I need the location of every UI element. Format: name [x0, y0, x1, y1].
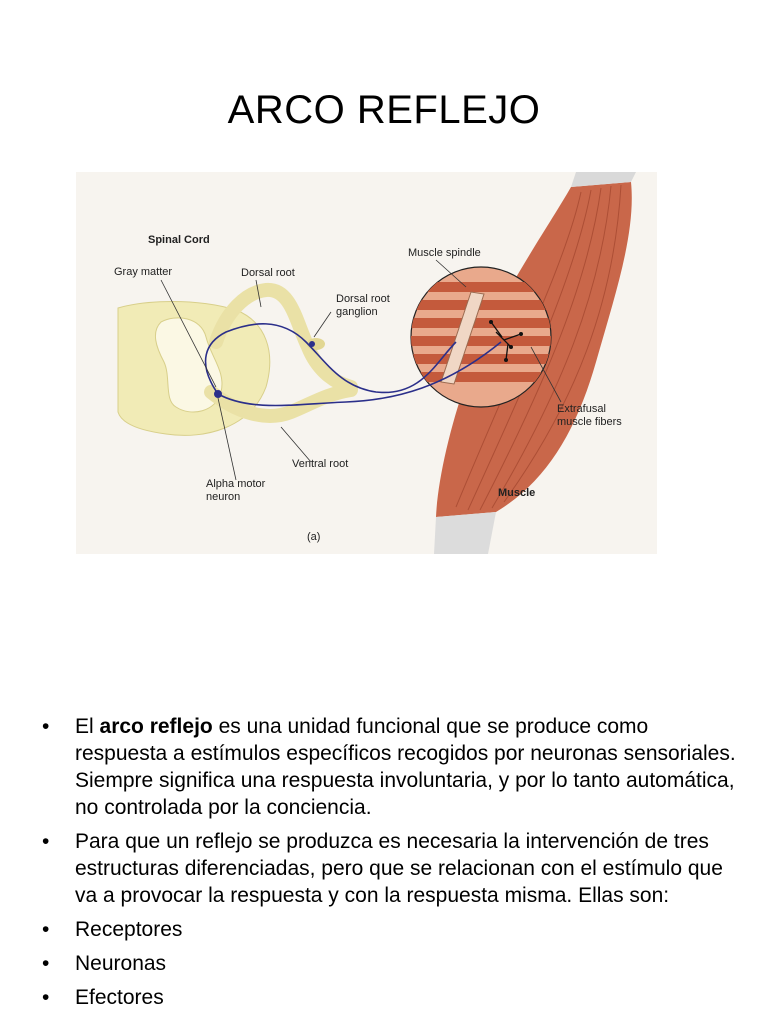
label-alpha-motor-line2: neuron [206, 491, 241, 503]
bullet-text-prefix: El [75, 715, 100, 738]
bullet-dot: • [42, 986, 50, 1009]
label-alpha-motor-line1: Alpha motor [206, 478, 266, 490]
bullet-text: Para que un reflejo se produzca es necesaria la intervención de tres estructuras diferenciadas, pero que se relacionan con el estímulo que va a provocar la respuesta y con la respuesta misma. Ellas son: [75, 830, 723, 907]
bullet-text: Efectores [75, 986, 164, 1009]
bullet-item-receptores [40, 916, 740, 943]
bullet-text: Receptores [75, 918, 183, 941]
bullet-text: Neuronas [75, 952, 167, 975]
bullet-dot: • [42, 952, 50, 975]
label-dorsal-root: Dorsal root [241, 267, 295, 279]
bullet-item-structures [40, 828, 740, 909]
bullet-dot: • [42, 715, 50, 738]
bullet-dot: • [42, 830, 50, 853]
label-ventral-root: Ventral root [292, 458, 349, 470]
reflex-arc-illustration [76, 172, 657, 554]
figure-caption: (a) [307, 531, 321, 543]
label-muscle: Muscle [498, 487, 536, 499]
label-extrafusal-line1: Extrafusal [557, 403, 606, 415]
reflex-arc-diagram [76, 172, 657, 554]
label-dorsal-root-ganglion-line2: ganglion [336, 306, 378, 318]
label-spinal-cord: Spinal Cord [148, 234, 210, 246]
bullet-list [40, 713, 740, 1018]
label-extrafusal-line2: muscle fibers [557, 416, 622, 428]
bullet-text-rest: es una unidad funcional que se produce como respuesta a estímulos específicos recogidos por neuronas sensoriales. Siempre significa una respuesta involuntaria, y por lo tanto automática, no controlada por la conciencia. [75, 715, 736, 819]
label-muscle-spindle: Muscle spindle [408, 247, 481, 259]
slide-title: ARCO REFLEJO [227, 88, 541, 132]
bold-term: arco reflejo [99, 715, 213, 738]
label-dorsal-root-ganglion-line1: Dorsal root [336, 293, 390, 305]
label-gray-matter: Gray matter [114, 266, 173, 278]
bullet-item-efectores [40, 984, 740, 1011]
bullet-item-neuronas [40, 950, 740, 977]
bullet-item-definition [40, 713, 740, 821]
bullet-dot: • [42, 918, 50, 941]
